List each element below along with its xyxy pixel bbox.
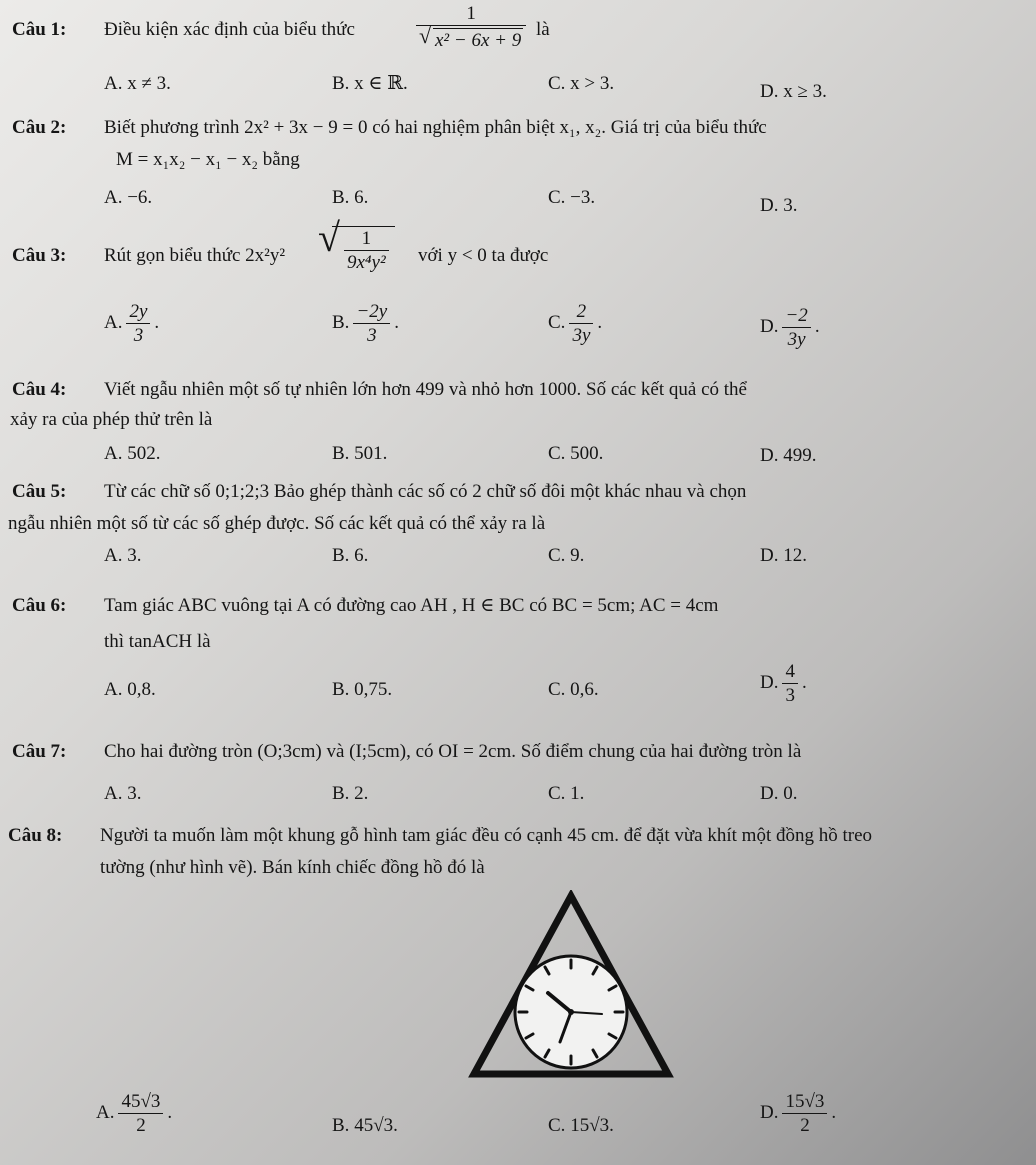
q2-option-b: B. 6.	[332, 187, 369, 208]
q4-label: Câu 4:	[12, 379, 67, 400]
q1-option-c: C. x > 3.	[548, 73, 615, 94]
q5-option-b: B. 6.	[332, 545, 369, 566]
q2-option-c: C. −3.	[548, 187, 596, 208]
q3-expression: √ $\frac{1}{\text{9x⁴y²}}$	[318, 226, 395, 272]
q8-option-a: A. $\frac{45√3}{2}$ .	[96, 1091, 173, 1136]
q7-text: Cho hai đường tròn (O;3cm) và (I;5cm), có OI = 2cm. Số điểm chung của hai đường tròn là	[104, 741, 802, 762]
q8-label: Câu 8:	[8, 825, 63, 846]
q5-text-2: ngẫu nhiên một số từ các số ghép được. Số các kết quả có thể xảy ra là	[8, 513, 546, 534]
q6-option-a: A. 0,8.	[104, 679, 156, 700]
q1-label: Câu 1:	[12, 19, 67, 40]
q5-option-c: C. 9.	[548, 545, 585, 566]
q3-text-after: với y < 0 ta được	[418, 245, 549, 266]
q6-text: Tam giác ABC vuông tại A có đường cao AH , H ∈ BC có BC = 5cm; AC = 4cm	[104, 595, 719, 616]
q4-text-2: xảy ra của phép thử trên là	[10, 409, 213, 430]
q3-option-b: B. $\frac{-2y}{3}$ .	[332, 301, 399, 346]
q5-text: Từ các chữ số 0;1;2;3 Bảo ghép thành các số có 2 chữ số đôi một khác nhau và chọn	[104, 481, 747, 502]
q2-text: Biết phương trình 2x² + 3x − 9 = 0 có hai nghiệm phân biệt x₁, x₂. Giá trị của biểu thức	[104, 117, 767, 138]
q6-label: Câu 6:	[12, 595, 67, 616]
q7-option-d: D. 0.	[760, 783, 798, 804]
q3-text: Rút gọn biểu thức 2x²y²	[104, 245, 286, 266]
q7-option-b: B. 2.	[332, 783, 369, 804]
q4-option-c: C. 500.	[548, 443, 604, 464]
q7-option-a: A. 3.	[104, 783, 142, 804]
q1-text-after: là	[536, 19, 550, 40]
q1-option-d: D. x ≥ 3.	[760, 81, 827, 102]
q2-label: Câu 2:	[12, 117, 67, 138]
q4-option-a: A. 502.	[104, 443, 161, 464]
q6-text-2: thì tanACH là	[104, 631, 211, 652]
q8-option-b: B. 45√3.	[332, 1115, 398, 1136]
q8-text-2: tường (như hình vẽ). Bán kính chiếc đồng hồ đó là	[100, 857, 485, 878]
q4-option-b: B. 501.	[332, 443, 388, 464]
q4-option-d: D. 499.	[760, 445, 817, 466]
q7-option-c: C. 1.	[548, 783, 585, 804]
q6-option-b: B. 0,75.	[332, 679, 393, 700]
q3-option-c: C. $\frac{2}{3y}$ .	[548, 301, 603, 346]
q2-option-d: D. 3.	[760, 195, 798, 216]
clock-in-triangle-figure	[468, 890, 674, 1080]
q3-label: Câu 3:	[12, 245, 67, 266]
q7-label: Câu 7:	[12, 741, 67, 762]
q2-text-2: M = x₁x₂ − x₁ − x₂ bằng	[116, 149, 300, 170]
q4-text: Viết ngẫu nhiên một số tự nhiên lớn hơn 499 và nhỏ hơn 1000. Số các kết quả có thể	[104, 379, 747, 400]
q1-option-b: B. x ∈ ℝ.	[332, 73, 408, 94]
q5-label: Câu 5:	[12, 481, 67, 502]
q3-option-a: A. $\frac{2y}{3}$ .	[104, 301, 160, 346]
q8-option-c: C. 15√3.	[548, 1115, 614, 1136]
q2-option-a: A. −6.	[104, 187, 153, 208]
q5-option-d: D. 12.	[760, 545, 807, 566]
q6-option-c: C. 0,6.	[548, 679, 599, 700]
q6-option-d: D. $\frac{4}{3}$ .	[760, 661, 807, 706]
q1-text: Điều kiện xác định của biểu thức	[104, 19, 355, 40]
q8-option-d: D. $\frac{15√3}{2}$ .	[760, 1091, 837, 1136]
q1-expression: 1 √ x² − 6x + 9	[412, 4, 530, 50]
q5-option-a: A. 3.	[104, 545, 142, 566]
q3-option-d: D. $\frac{-2}{3y}$ .	[760, 305, 820, 350]
q1-option-a: A. x ≠ 3.	[104, 73, 171, 94]
q8-text: Người ta muốn làm một khung gỗ hình tam giác đều có cạnh 45 cm. để đặt vừa khít một đồng hồ treo	[100, 825, 873, 846]
